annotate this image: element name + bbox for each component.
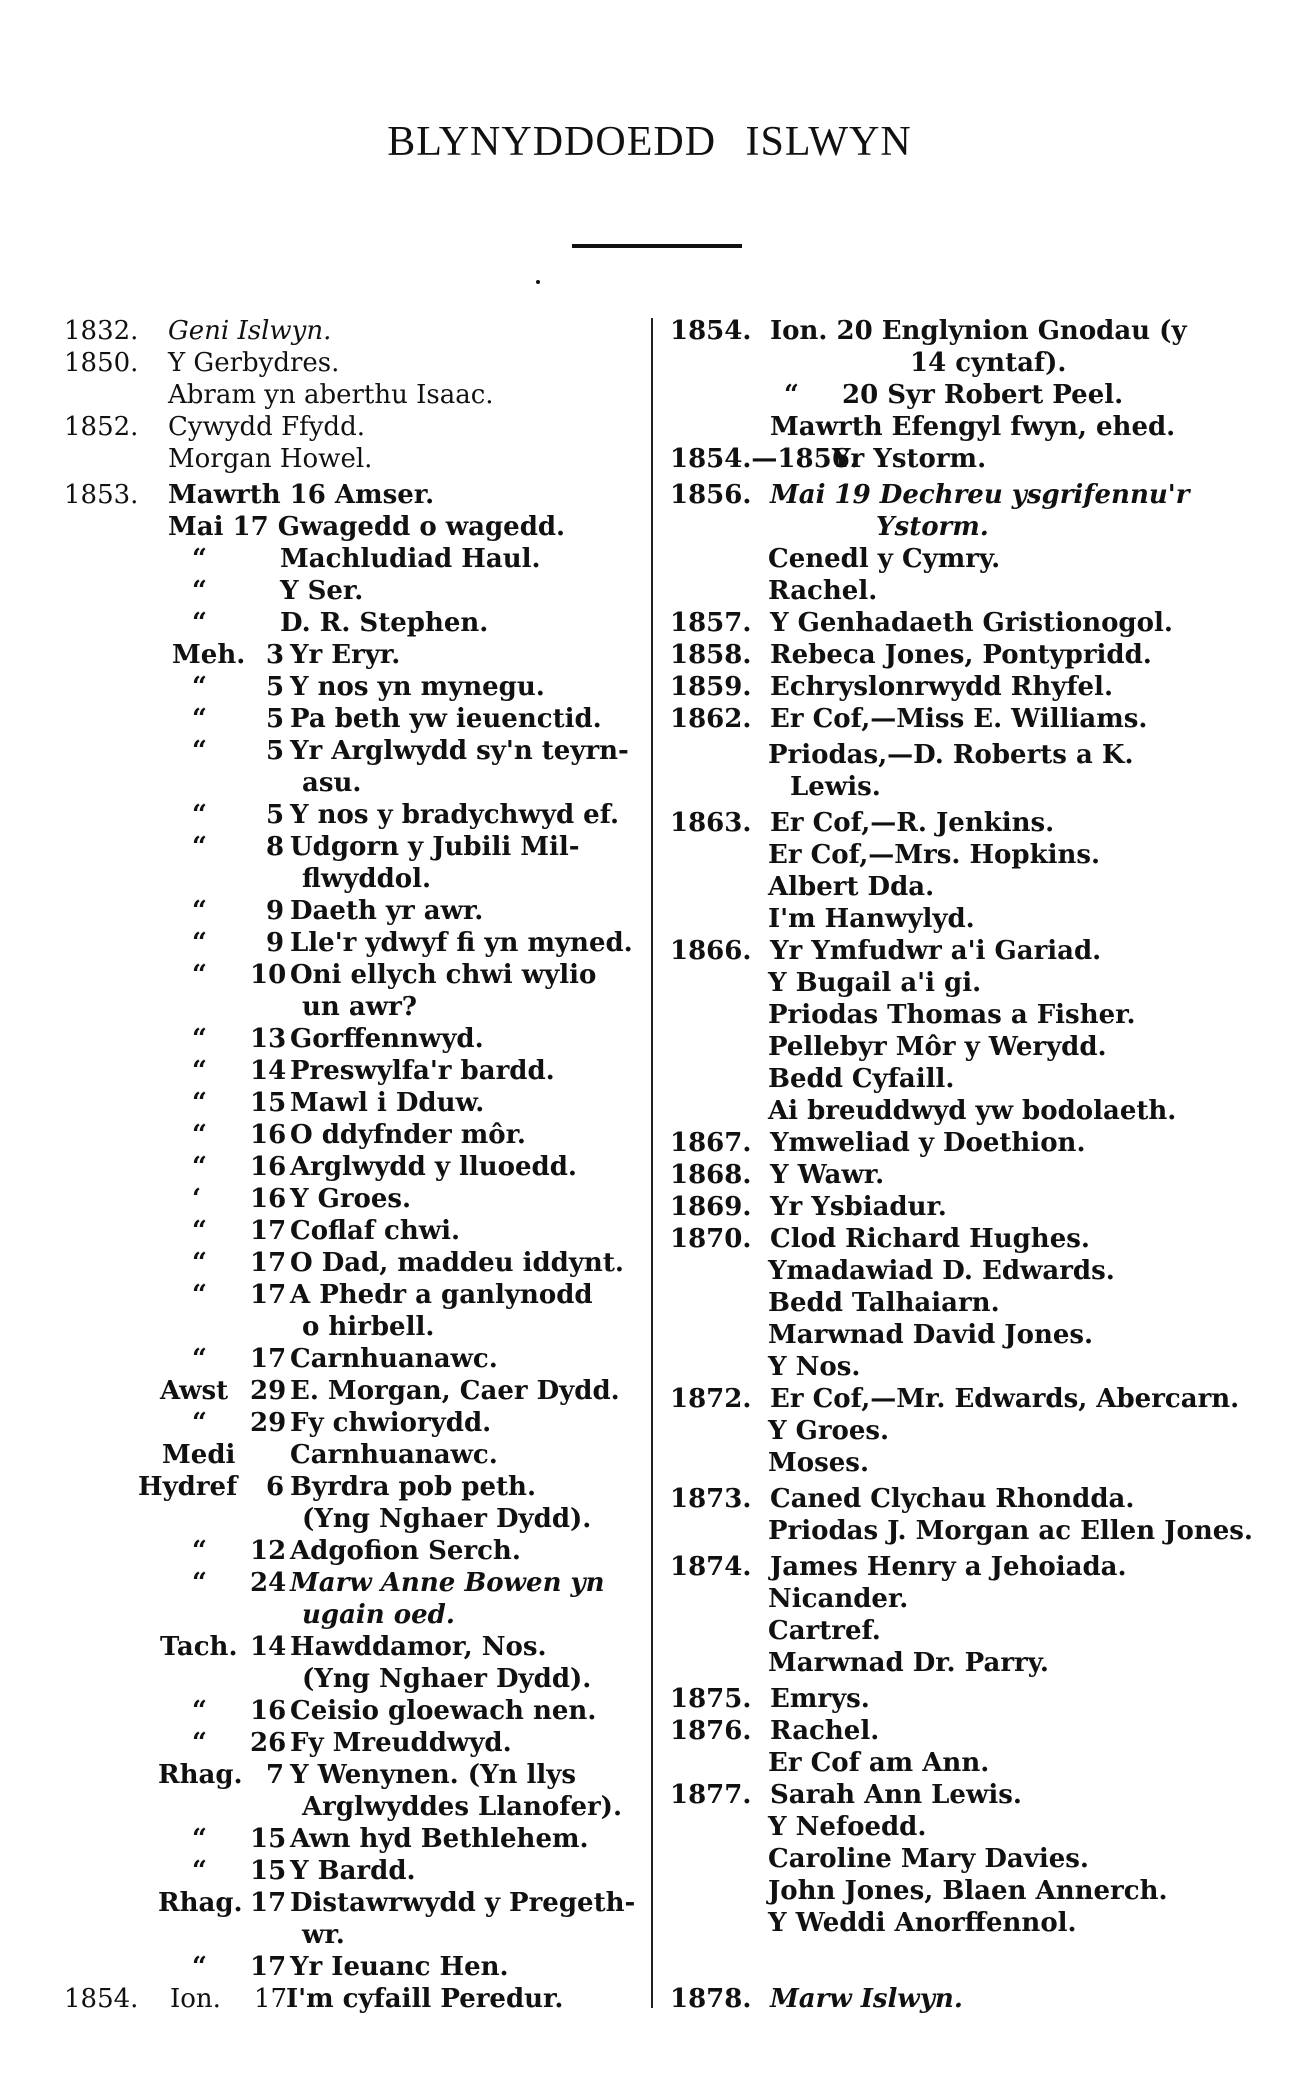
entry-text: Emrys. [770, 1684, 870, 1714]
entry-year: 1856. [670, 480, 752, 510]
entry-text: Yr Ieuanc Hen. [290, 1952, 509, 1982]
entry-text: John Jones, Blaen Annerch. [768, 1876, 1168, 1906]
entry-day: 3 [266, 640, 285, 670]
entry-day: 5 [266, 672, 285, 702]
entry-text: Yr Ymfudwr a'i Gariad. [770, 936, 1102, 966]
page-title: BLYNYDDOEDD ISLWYN [387, 119, 912, 165]
entry-day: 17 [250, 1344, 287, 1374]
entry-year: 1854. [670, 316, 752, 346]
entry-year: 1878. [670, 1984, 752, 2014]
entry-text: Fy chwiorydd. [290, 1408, 492, 1438]
entry-text: Cywydd Ffydd. [168, 412, 365, 442]
entry-day: 26 [250, 1728, 287, 1758]
entry-text: Cenedl y Cymry. [768, 544, 1001, 574]
entry-day: 16 [250, 1152, 287, 1182]
entry-day: 17 [254, 1984, 288, 2014]
entry-text: Ai breuddwyd yw bodolaeth. [768, 1096, 1177, 1126]
entry-text: Fy Mreuddwyd. [290, 1728, 512, 1758]
entry-text: Adgofion Serch. [290, 1536, 521, 1566]
entry-text: Abram yn aberthu Isaac. [168, 380, 494, 410]
entry-text: Awn hyd Bethlehem. [290, 1824, 589, 1854]
entry-text: Marwnad David Jones. [768, 1320, 1094, 1350]
ditto-mark: “ [192, 736, 207, 766]
entry-year: 1858. [670, 640, 752, 670]
entry-day: 16 [250, 1184, 287, 1214]
entry-text: Ceisio gloewach nen. [290, 1696, 597, 1726]
entry-text: Er Cof am Ann. [768, 1748, 990, 1778]
entry-text: Yr Arglwydd sy'n teyrn- [290, 736, 629, 766]
entry-year: 1875. [670, 1684, 752, 1714]
entry-day: 29 [250, 1408, 287, 1438]
ditto-mark: “ [192, 1952, 207, 1982]
entry-text: Marwnad Dr. Parry. [768, 1648, 1049, 1678]
entry-text: Pa beth yw ieuenctid. [290, 704, 602, 734]
entry-text: Mai 19 Dechreu ysgrifennu'r [770, 480, 1190, 510]
entry-day: 5 [266, 736, 285, 766]
entry-text: Marw Islwyn. [770, 1984, 963, 2014]
entry-year: 1857. [670, 608, 752, 638]
entry-text: I'm cyfaill Peredur. [286, 1984, 564, 2014]
entry-text: Y nos y bradychwyd ef. [290, 800, 620, 830]
entry-text: Morgan Howel. [168, 444, 373, 474]
column-divider [651, 318, 653, 2008]
ditto-mark: “ [192, 1408, 207, 1438]
ditto-mark: “ [192, 960, 207, 990]
entry-text: un awr? [302, 992, 418, 1022]
ditto-mark: “ [192, 1152, 207, 1182]
ditto-mark: “ [192, 608, 207, 638]
entry-day: 9 [266, 928, 285, 958]
entry-day: 15 [250, 1824, 287, 1854]
entry-text: asu. [302, 768, 362, 798]
entry-text: Preswylfa'r bardd. [290, 1056, 555, 1086]
entry-text: Bedd Cyfaill. [768, 1064, 955, 1094]
ditto-mark: “ [192, 1728, 207, 1758]
ditto-mark: “ [192, 1536, 207, 1566]
entry-text: Y Wawr. [770, 1160, 885, 1190]
entry-day: 13 [250, 1024, 287, 1054]
entry-text: Caroline Mary Davies. [768, 1844, 1089, 1874]
entry-text: Carnhuanawc. [290, 1344, 498, 1374]
entry-day: 17 [250, 1248, 287, 1278]
entry-text: Moses. [768, 1448, 869, 1478]
ditto-mark: “ [192, 1216, 207, 1246]
entry-text: Er Cof,—R. Jenkins. [770, 808, 1055, 838]
entry-text: 14 cyntaf). [910, 348, 1067, 378]
entry-text: Y nos yn mynegu. [290, 672, 545, 702]
entry-text: A Phedr a ganlynodd [290, 1280, 593, 1310]
entry-text: Bedd Talhaiarn. [768, 1288, 1000, 1318]
entry-year: 1872. [670, 1384, 752, 1414]
entry-year: 1870. [670, 1224, 752, 1254]
entry-day: 5 [266, 800, 285, 830]
entry-text: Albert Dda. [768, 872, 935, 902]
entry-text: Y Ser. [280, 576, 364, 606]
entry-text: Nicander. [768, 1584, 909, 1614]
ditto-mark: “ [192, 544, 207, 574]
entry-day: 9 [266, 896, 285, 926]
entry-text: Carnhuanawc. [290, 1440, 498, 1470]
entry-year: 1874. [670, 1552, 752, 1582]
entry-text: Rebeca Jones, Pontypridd. [770, 640, 1152, 670]
entry-text: Cartref. [768, 1616, 881, 1646]
entry-text: Mawrth 16 Amser. [168, 480, 435, 510]
entry-text: Priodas J. Morgan ac Ellen Jones. [768, 1516, 1253, 1546]
entry-text: Ystorm. [876, 512, 989, 542]
entry-text: Mawrth Efengyl fwyn, ehed. [770, 412, 1176, 442]
entry-day: 16 [250, 1696, 287, 1726]
ditto-mark: “ [192, 704, 207, 734]
entry-year: 1853. [64, 480, 139, 510]
ditto-mark: “ [192, 896, 207, 926]
ditto-mark: “ [192, 1856, 207, 1886]
entry-text: I'm Hanwylyd. [768, 904, 975, 934]
ditto-mark: “ [192, 576, 207, 606]
entry-text: Yr Eryr. [290, 640, 401, 670]
entry-text: wr. [302, 1920, 345, 1950]
entry-day: 17 [250, 1216, 287, 1246]
title-rule [572, 244, 742, 248]
entry-month: Rhag. [158, 1888, 243, 1918]
entry-text: Ion. 20 Englynion Gnodau (y [770, 316, 1187, 346]
entry-day: 7 [266, 1760, 285, 1790]
entry-text: Arglwydd y lluoedd. [290, 1152, 577, 1182]
entry-text: Clod Richard Hughes. [770, 1224, 1090, 1254]
entry-year: 1862. [670, 704, 752, 734]
entry-day: 24 [250, 1568, 287, 1598]
entry-year: 1863. [670, 808, 752, 838]
entry-text: Er Cof,—Mr. Edwards, Abercarn. [770, 1384, 1240, 1414]
ditto-mark: “ [192, 1248, 207, 1278]
ditto-mark: “ [192, 1280, 207, 1310]
ditto-mark: “ [192, 1024, 207, 1054]
entry-text: Y Nos. [768, 1352, 861, 1382]
entry-text: Machludiad Haul. [280, 544, 541, 574]
entry-month: Rhag. [158, 1760, 243, 1790]
entry-text: Caned Clychau Rhondda. [770, 1484, 1135, 1514]
entry-text: Mawl i Dduw. [290, 1088, 485, 1118]
entry-text: Echryslonrwydd Rhyfel. [770, 672, 1113, 702]
entry-month: Meh. [172, 640, 246, 670]
entry-text: Sarah Ann Lewis. [770, 1780, 1022, 1810]
entry-text: Priodas,—D. Roberts a K. [768, 740, 1134, 770]
entry-year: 1854. [64, 1984, 139, 2014]
entry-text: Rachel. [768, 576, 878, 606]
entry-day: 17 [250, 1280, 287, 1310]
entry-year: 1873. [670, 1484, 752, 1514]
ditto-mark: “ [192, 832, 207, 862]
entry-day: 17 [250, 1952, 287, 1982]
entry-day: 12 [250, 1536, 287, 1566]
ditto-mark: “ [192, 928, 207, 958]
entry-text: Pellebyr Môr y Werydd. [768, 1032, 1107, 1062]
entry-text: Byrdra pob peth. [290, 1472, 536, 1502]
ditto-mark: “ [192, 1056, 207, 1086]
entry-text: Lewis. [790, 772, 881, 802]
entry-year: 1877. [670, 1780, 752, 1810]
entry-day: 15 [250, 1088, 287, 1118]
entry-month: Awst [160, 1376, 229, 1406]
entry-text: Y Groes. [768, 1416, 890, 1446]
entry-text: O Dad, maddeu iddynt. [290, 1248, 624, 1278]
entry-text: Y Bardd. [290, 1856, 416, 1886]
ditto-mark: ‘ [192, 1184, 202, 1214]
entry-text: Oni ellych chwi wylio [290, 960, 597, 990]
entry-text: Geni Islwyn. [168, 316, 332, 346]
entry-day: 17 [250, 1888, 287, 1918]
entry-text: Priodas Thomas a Fisher. [768, 1000, 1136, 1030]
entry-text: ugain oed. [302, 1600, 455, 1630]
entry-text: Y Weddi Anorffennol. [768, 1908, 1077, 1938]
entry-text: (Yng Nghaer Dydd). [302, 1664, 592, 1694]
entry-day: 14 [250, 1056, 287, 1086]
ditto-mark: “ [192, 1568, 207, 1598]
entry-year: 1868. [670, 1160, 752, 1190]
entry-text: flwyddol. [302, 864, 432, 894]
entry-day: 6 [266, 1472, 285, 1502]
entry-day: 16 [250, 1120, 287, 1150]
entry-text: Marw Anne Bowen yn [290, 1568, 605, 1598]
entry-day: 8 [266, 832, 285, 862]
entry-year: 1854.—1856. [670, 444, 859, 474]
entry-year: 1850. [64, 348, 139, 378]
entry-text: Y Gerbydres. [168, 348, 340, 378]
entry-text: O ddyfnder môr. [290, 1120, 526, 1150]
entry-text: Yr Ysbiadur. [770, 1192, 947, 1222]
entry-text: Mai 17 Gwagedd o wagedd. [168, 512, 566, 542]
entry-text: Y Wenynen. (Yn llys [290, 1760, 577, 1790]
entry-text: Udgorn y Jubili Mil- [290, 832, 580, 862]
entry-year: 1859. [670, 672, 752, 702]
ditto-mark: “ [192, 1344, 207, 1374]
entry-text: o hirbell. [302, 1312, 435, 1342]
entry-text: Coflaf chwi. [290, 1216, 461, 1246]
entry-day: 5 [266, 704, 285, 734]
entry-text: (Yng Nghaer Dydd). [302, 1504, 592, 1534]
entry-text: Ymweliad y Doethion. [770, 1128, 1086, 1158]
entry-year: 1876. [670, 1716, 752, 1746]
entry-day: 10 [250, 960, 287, 990]
ditto-mark: “ [192, 800, 207, 830]
ditto-mark: “ [192, 1120, 207, 1150]
entry-year: 1867. [670, 1128, 752, 1158]
entry-month: Hydref [138, 1472, 238, 1502]
entry-day: 14 [250, 1632, 287, 1662]
entry-text: Ymadawiad D. Edwards. [768, 1256, 1115, 1286]
ditto-mark: “ [192, 1696, 207, 1726]
ditto-mark: “ [192, 1088, 207, 1118]
entry-month: Tach. [160, 1632, 238, 1662]
entry-day: 29 [250, 1376, 287, 1406]
entry-text: Daeth yr awr. [290, 896, 484, 926]
entry-month: Medi [162, 1440, 236, 1470]
entry-text: James Henry a Jehoiada. [770, 1552, 1127, 1582]
entry-day: 15 [250, 1856, 287, 1886]
entry-year: 1869. [670, 1192, 752, 1222]
entry-text: Yr Ystorm. [832, 444, 987, 474]
entry-year: 1852. [64, 412, 139, 442]
entry-text: E. Morgan, Caer Dydd. [290, 1376, 620, 1406]
entry-text: Y Bugail a'i gi. [768, 968, 982, 998]
title-dot [536, 280, 540, 284]
entry-year: 1866. [670, 936, 752, 966]
entry-text: Arglwyddes Llanofer). [302, 1792, 623, 1822]
entry-text: Y Nefoedd. [768, 1812, 927, 1842]
entry-text: Er Cof,—Miss E. Williams. [770, 704, 1148, 734]
entry-year: 1832. [64, 316, 139, 346]
entry-text: Y Genhadaeth Gristionogol. [770, 608, 1173, 638]
entry-month: Ion. [170, 1984, 221, 2014]
entry-text: Distawrwydd y Pregeth- [290, 1888, 636, 1918]
entry-text: Lle'r ydwyf fi yn myned. [290, 928, 633, 958]
entry-text: Er Cof,—Mrs. Hopkins. [768, 840, 1101, 870]
entry-text: Gorffennwyd. [290, 1024, 484, 1054]
entry-text: 20 Syr Robert Peel. [842, 380, 1124, 410]
ditto-mark: “ [784, 380, 799, 410]
entry-text: Y Groes. [290, 1184, 412, 1214]
entry-text: D. R. Stephen. [280, 608, 489, 638]
entry-text: Hawddamor, Nos. [290, 1632, 547, 1662]
ditto-mark: “ [192, 672, 207, 702]
entry-text: Rachel. [770, 1716, 880, 1746]
ditto-mark: “ [192, 1824, 207, 1854]
